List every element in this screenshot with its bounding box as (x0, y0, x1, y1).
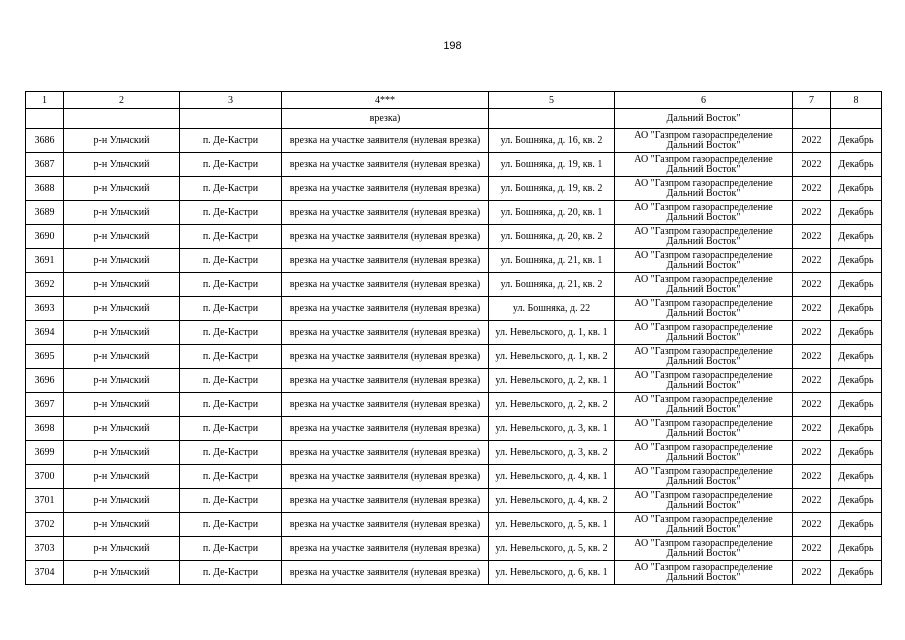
connection-type-cell: врезка на участке заявителя (нулевая врезка) (282, 489, 489, 513)
connection-type-cell: врезка на участке заявителя (нулевая врезка) (282, 441, 489, 465)
district-cell: р-н Ульчский (64, 249, 180, 273)
address-cell: ул. Невельского, д. 4, кв. 2 (489, 489, 615, 513)
year-cell: 2022 (793, 177, 831, 201)
year-cell: 2022 (793, 417, 831, 441)
table-row (26, 561, 882, 585)
table-cell (180, 109, 282, 129)
address-cell: ул. Бошняка, д. 22 (489, 297, 615, 321)
organization-cell: АО "Газпром газораспределение Дальний Восток" (615, 561, 793, 585)
address-cell: ул. Невельского, д. 5, кв. 2 (489, 537, 615, 561)
organization-cell: АО "Газпром газораспределение Дальний Восток" (615, 489, 793, 513)
table-row (26, 441, 882, 465)
address-cell: ул. Невельского, д. 1, кв. 2 (489, 345, 615, 369)
month-cell: Декабрь (831, 345, 882, 369)
connection-type-cell: врезка на участке заявителя (нулевая врезка) (282, 129, 489, 153)
connection-type-cell: врезка на участке заявителя (нулевая врезка) (282, 201, 489, 225)
month-cell: Декабрь (831, 513, 882, 537)
month-cell: Декабрь (831, 441, 882, 465)
connection-type-cell: врезка на участке заявителя (нулевая врезка) (282, 153, 489, 177)
month-cell: Декабрь (831, 201, 882, 225)
row-number-cell: 3701 (26, 489, 64, 513)
year-cell: 2022 (793, 201, 831, 225)
row-number-cell: 3695 (26, 345, 64, 369)
organization-cell: АО "Газпром газораспределение Дальний Восток" (615, 345, 793, 369)
table-cell (64, 109, 180, 129)
connection-type-cell: врезка на участке заявителя (нулевая врезка) (282, 393, 489, 417)
month-cell: Декабрь (831, 129, 882, 153)
table-cell (793, 109, 831, 129)
organization-cell: АО "Газпром газораспределение Дальний Восток" (615, 465, 793, 489)
table-cell (26, 109, 64, 129)
address-cell: ул. Невельского, д. 4, кв. 1 (489, 465, 615, 489)
table-cell: врезка) (282, 109, 489, 129)
settlement-cell: п. Де-Кастри (180, 201, 282, 225)
settlement-cell: п. Де-Кастри (180, 153, 282, 177)
year-cell: 2022 (793, 153, 831, 177)
row-number-cell: 3690 (26, 225, 64, 249)
district-cell: р-н Ульчский (64, 513, 180, 537)
connection-type-cell: врезка на участке заявителя (нулевая врезка) (282, 417, 489, 441)
table-row (26, 225, 882, 249)
district-cell: р-н Ульчский (64, 465, 180, 489)
connection-type-cell: врезка на участке заявителя (нулевая врезка) (282, 321, 489, 345)
table-row (26, 369, 882, 393)
address-cell: ул. Бошняка, д. 19, кв. 1 (489, 153, 615, 177)
table-row (26, 465, 882, 489)
row-number-cell: 3687 (26, 153, 64, 177)
year-cell: 2022 (793, 369, 831, 393)
organization-cell: АО "Газпром газораспределение Дальний Восток" (615, 225, 793, 249)
year-cell: 2022 (793, 441, 831, 465)
year-cell: 2022 (793, 297, 831, 321)
organization-cell: АО "Газпром газораспределение Дальний Восток" (615, 153, 793, 177)
district-cell: р-н Ульчский (64, 129, 180, 153)
district-cell: р-н Ульчский (64, 489, 180, 513)
month-cell: Декабрь (831, 369, 882, 393)
column-header-row (26, 92, 882, 109)
organization-cell: АО "Газпром газораспределение Дальний Восток" (615, 201, 793, 225)
month-cell: Декабрь (831, 225, 882, 249)
column-header: 2 (64, 92, 180, 109)
connection-type-cell: врезка на участке заявителя (нулевая врезка) (282, 513, 489, 537)
settlement-cell: п. Де-Кастри (180, 345, 282, 369)
settlement-cell: п. Де-Кастри (180, 393, 282, 417)
district-cell: р-н Ульчский (64, 537, 180, 561)
organization-cell: АО "Газпром газораспределение Дальний Восток" (615, 273, 793, 297)
address-cell: ул. Невельского, д. 2, кв. 1 (489, 369, 615, 393)
table-row (26, 489, 882, 513)
district-cell: р-н Ульчский (64, 345, 180, 369)
row-number-cell: 3704 (26, 561, 64, 585)
year-cell: 2022 (793, 465, 831, 489)
table-row (26, 177, 882, 201)
organization-cell: АО "Газпром газораспределение Дальний Восток" (615, 537, 793, 561)
district-cell: р-н Ульчский (64, 417, 180, 441)
organization-cell: АО "Газпром газораспределение Дальний Восток" (615, 513, 793, 537)
column-header: 6 (615, 92, 793, 109)
table-row (26, 129, 882, 153)
organization-cell: АО "Газпром газораспределение Дальний Восток" (615, 249, 793, 273)
settlement-cell: п. Де-Кастри (180, 177, 282, 201)
connection-type-cell: врезка на участке заявителя (нулевая врезка) (282, 273, 489, 297)
column-header: 3 (180, 92, 282, 109)
row-number-cell: 3692 (26, 273, 64, 297)
settlement-cell: п. Де-Кастри (180, 297, 282, 321)
registry-table (25, 91, 882, 585)
address-cell: ул. Бошняка, д. 19, кв. 2 (489, 177, 615, 201)
organization-cell: АО "Газпром газораспределение Дальний Восток" (615, 321, 793, 345)
address-cell: ул. Невельского, д. 3, кв. 1 (489, 417, 615, 441)
settlement-cell: п. Де-Кастри (180, 561, 282, 585)
row-number-cell: 3699 (26, 441, 64, 465)
district-cell: р-н Ульчский (64, 393, 180, 417)
organization-cell: АО "Газпром газораспределение Дальний Восток" (615, 297, 793, 321)
settlement-cell: п. Де-Кастри (180, 249, 282, 273)
year-cell: 2022 (793, 393, 831, 417)
year-cell: 2022 (793, 561, 831, 585)
month-cell: Декабрь (831, 273, 882, 297)
connection-type-cell: врезка на участке заявителя (нулевая врезка) (282, 225, 489, 249)
table-cell (831, 109, 882, 129)
table-row (26, 273, 882, 297)
settlement-cell: п. Де-Кастри (180, 321, 282, 345)
address-cell: ул. Невельского, д. 2, кв. 2 (489, 393, 615, 417)
address-cell: ул. Невельского, д. 1, кв. 1 (489, 321, 615, 345)
organization-cell: АО "Газпром газораспределение Дальний Восток" (615, 417, 793, 441)
district-cell: р-н Ульчский (64, 153, 180, 177)
year-cell: 2022 (793, 249, 831, 273)
table-row (26, 513, 882, 537)
organization-cell: АО "Газпром газораспределение Дальний Восток" (615, 369, 793, 393)
table-row (26, 345, 882, 369)
organization-cell: АО "Газпром газораспределение Дальний Восток" (615, 441, 793, 465)
connection-type-cell: врезка на участке заявителя (нулевая врезка) (282, 537, 489, 561)
district-cell: р-н Ульчский (64, 321, 180, 345)
row-number-cell: 3689 (26, 201, 64, 225)
column-header: 8 (831, 92, 882, 109)
settlement-cell: п. Де-Кастри (180, 513, 282, 537)
row-number-cell: 3700 (26, 465, 64, 489)
table-cell (489, 109, 615, 129)
district-cell: р-н Ульчский (64, 369, 180, 393)
settlement-cell: п. Де-Кастри (180, 225, 282, 249)
settlement-cell: п. Де-Кастри (180, 273, 282, 297)
row-number-cell: 3698 (26, 417, 64, 441)
organization-cell: АО "Газпром газораспределение Дальний Восток" (615, 177, 793, 201)
row-number-cell: 3703 (26, 537, 64, 561)
settlement-cell: п. Де-Кастри (180, 489, 282, 513)
year-cell: 2022 (793, 537, 831, 561)
organization-cell: АО "Газпром газораспределение Дальний Восток" (615, 129, 793, 153)
table-row (26, 321, 882, 345)
address-cell: ул. Бошняка, д. 20, кв. 2 (489, 225, 615, 249)
address-cell: ул. Бошняка, д. 21, кв. 1 (489, 249, 615, 273)
connection-type-cell: врезка на участке заявителя (нулевая врезка) (282, 561, 489, 585)
settlement-cell: п. Де-Кастри (180, 369, 282, 393)
year-cell: 2022 (793, 513, 831, 537)
continuation-row (26, 109, 882, 129)
column-header: 5 (489, 92, 615, 109)
year-cell: 2022 (793, 225, 831, 249)
address-cell: ул. Бошняка, д. 20, кв. 1 (489, 201, 615, 225)
settlement-cell: п. Де-Кастри (180, 417, 282, 441)
row-number-cell: 3694 (26, 321, 64, 345)
table-row (26, 201, 882, 225)
row-number-cell: 3696 (26, 369, 64, 393)
address-cell: ул. Невельского, д. 3, кв. 2 (489, 441, 615, 465)
year-cell: 2022 (793, 321, 831, 345)
connection-type-cell: врезка на участке заявителя (нулевая врезка) (282, 177, 489, 201)
month-cell: Декабрь (831, 297, 882, 321)
month-cell: Декабрь (831, 393, 882, 417)
month-cell: Декабрь (831, 489, 882, 513)
address-cell: ул. Невельского, д. 6, кв. 1 (489, 561, 615, 585)
month-cell: Декабрь (831, 561, 882, 585)
connection-type-cell: врезка на участке заявителя (нулевая врезка) (282, 345, 489, 369)
month-cell: Декабрь (831, 321, 882, 345)
row-number-cell: 3693 (26, 297, 64, 321)
year-cell: 2022 (793, 273, 831, 297)
address-cell: ул. Бошняка, д. 21, кв. 2 (489, 273, 615, 297)
table-row (26, 393, 882, 417)
row-number-cell: 3686 (26, 129, 64, 153)
month-cell: Декабрь (831, 249, 882, 273)
district-cell: р-н Ульчский (64, 273, 180, 297)
settlement-cell: п. Де-Кастри (180, 537, 282, 561)
column-header: 7 (793, 92, 831, 109)
year-cell: 2022 (793, 345, 831, 369)
month-cell: Декабрь (831, 177, 882, 201)
district-cell: р-н Ульчский (64, 297, 180, 321)
connection-type-cell: врезка на участке заявителя (нулевая врезка) (282, 249, 489, 273)
settlement-cell: п. Де-Кастри (180, 465, 282, 489)
table-row (26, 297, 882, 321)
month-cell: Декабрь (831, 465, 882, 489)
district-cell: р-н Ульчский (64, 561, 180, 585)
page-number: 198 (443, 40, 462, 52)
district-cell: р-н Ульчский (64, 441, 180, 465)
month-cell: Декабрь (831, 153, 882, 177)
address-cell: ул. Бошняка, д. 16, кв. 2 (489, 129, 615, 153)
connection-type-cell: врезка на участке заявителя (нулевая врезка) (282, 465, 489, 489)
year-cell: 2022 (793, 489, 831, 513)
table-row (26, 153, 882, 177)
settlement-cell: п. Де-Кастри (180, 441, 282, 465)
row-number-cell: 3697 (26, 393, 64, 417)
connection-type-cell: врезка на участке заявителя (нулевая врезка) (282, 369, 489, 393)
district-cell: р-н Ульчский (64, 225, 180, 249)
district-cell: р-н Ульчский (64, 177, 180, 201)
address-cell: ул. Невельского, д. 5, кв. 1 (489, 513, 615, 537)
table-row (26, 537, 882, 561)
organization-cell: АО "Газпром газораспределение Дальний Восток" (615, 393, 793, 417)
row-number-cell: 3688 (26, 177, 64, 201)
row-number-cell: 3702 (26, 513, 64, 537)
connection-type-cell: врезка на участке заявителя (нулевая врезка) (282, 297, 489, 321)
table-row (26, 417, 882, 441)
settlement-cell: п. Де-Кастри (180, 129, 282, 153)
table-cell: Дальний Восток" (615, 109, 793, 129)
column-header: 1 (26, 92, 64, 109)
row-number-cell: 3691 (26, 249, 64, 273)
year-cell: 2022 (793, 129, 831, 153)
month-cell: Декабрь (831, 417, 882, 441)
table-row (26, 249, 882, 273)
district-cell: р-н Ульчский (64, 201, 180, 225)
column-header: 4*** (282, 92, 489, 109)
month-cell: Декабрь (831, 537, 882, 561)
